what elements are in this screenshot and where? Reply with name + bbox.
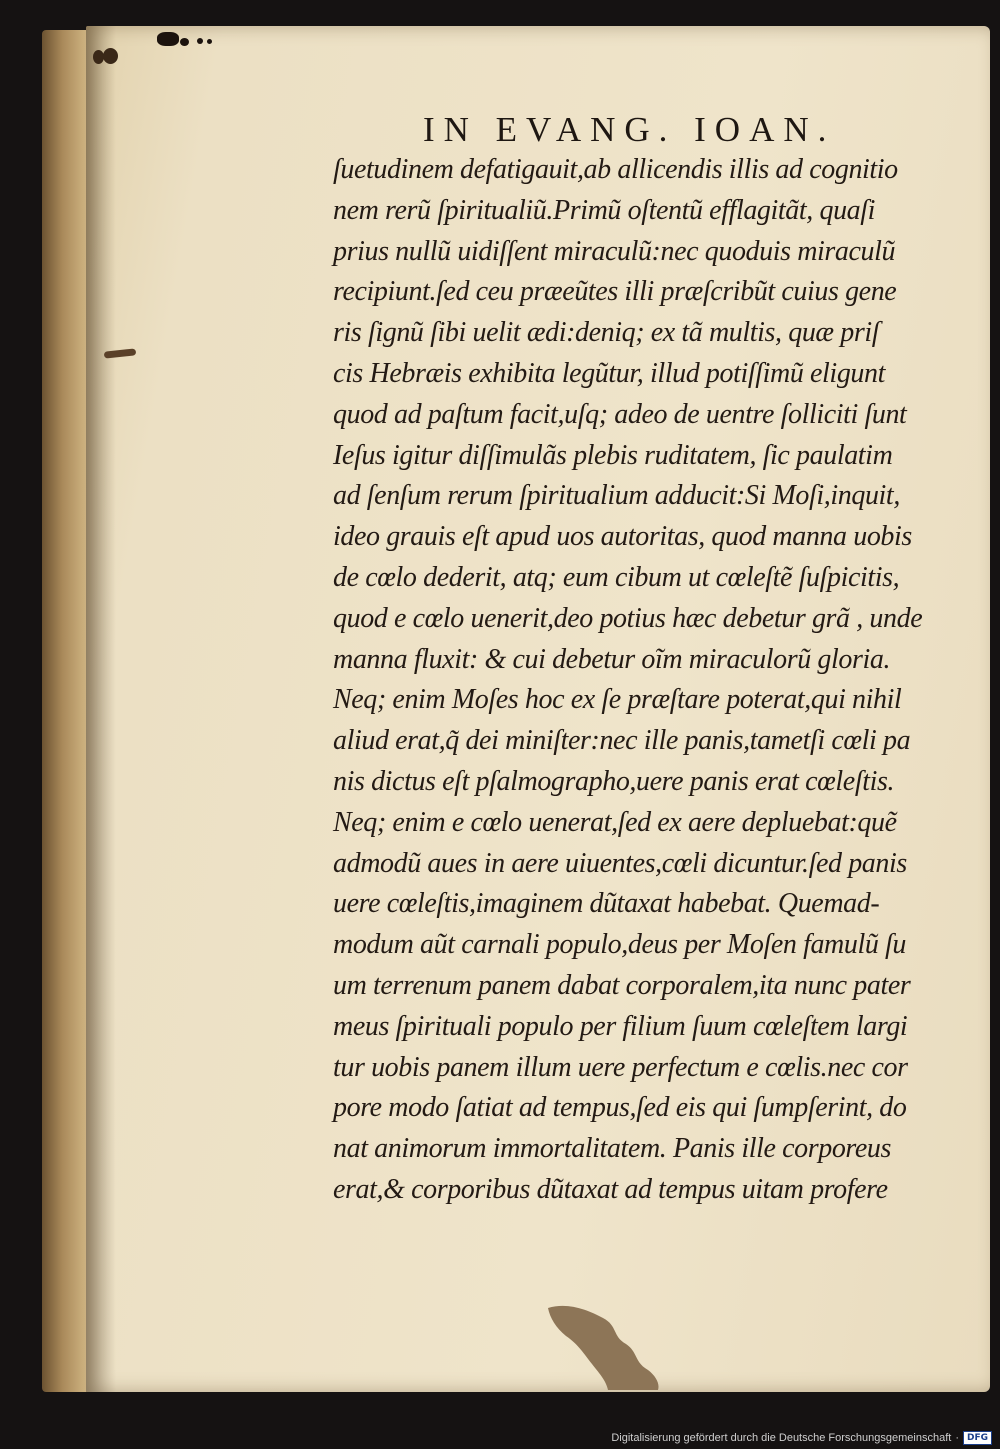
text-line: aliud erat,q̃ dei miniſter:nec ille panis,tametſi cœli pa xyxy=(333,725,911,757)
text-line: Ieſus igitur diſſimulãs plebis ruditatem, ſic paulatim xyxy=(333,439,893,471)
text-line: recipiunt.ſed ceu præeũtes illi præſcribũt cuius gene xyxy=(333,276,897,308)
text-line: pore modo ſatiat ad tempus,ſed eis qui ſumpſerint, do xyxy=(333,1092,907,1124)
text-line: prius nullũ uidiſſent miraculũ:nec quoduis miraculũ xyxy=(333,235,896,267)
funding-credit-text: Digitalisierung gefördert durch die Deutsche Forschungsgemeinschaft xyxy=(611,1432,952,1444)
text-line: de cœlo dederit, atq; eum cibum ut cœleſtẽ ſuſpicitis, xyxy=(333,561,900,593)
ink-blot-mark xyxy=(157,32,179,46)
running-head: IN EVANG. IOAN. xyxy=(423,110,836,149)
ink-blot-mark xyxy=(103,48,118,64)
text-line: ideo grauis eſt apud uos autoritas, quod manna uobis xyxy=(333,521,912,553)
funding-credit xyxy=(611,1431,992,1445)
ink-blot-mark xyxy=(207,39,212,44)
text-line: uere cœleſtis,imaginem dũtaxat habebat. Quemad- xyxy=(333,888,880,920)
text-line: ad ſenſum rerum ſpiritualium adducit:Si Moſi,inquit, xyxy=(333,480,900,512)
text-line: ſuetudinem defatigauit,ab allicendis illis ad cognitio xyxy=(333,154,898,185)
text-line: Neq; enim e cœlo uenerat,ſed ex aere depluebat:quẽ xyxy=(333,806,897,838)
text-line: tur uobis panem illum uere perfectum e cœlis.nec cor xyxy=(333,1051,908,1083)
text-line: ris ſignũ ſibi uelit ædi:deniq; ex tã multis, quæ priſ xyxy=(333,317,880,349)
text-line: admodũ aues in aere uiuentes,cœli dicuntur.ſed panis xyxy=(333,847,907,879)
text-line: manna fluxit: & cui debetur oĩm miraculorũ gloria. xyxy=(333,643,891,675)
text-line: erat,& corporibus dũtaxat ad tempus uitam profere xyxy=(333,1173,888,1205)
text-line: nem rerũ ſpiritualiũ.Primũ oſtentũ efflagitãt, quaſi xyxy=(333,194,876,226)
text-line: meus ſpirituali populo per filium ſuum cœleſtem largi xyxy=(333,1010,908,1042)
text-line: nat animorum immortalitatem. Panis ille corporeus xyxy=(333,1133,892,1165)
separator: · xyxy=(955,1432,959,1444)
spine-shadow xyxy=(86,26,116,1392)
text-line: modum aũt carnali populo,deus per Moſen famulũ ſu xyxy=(333,929,907,961)
text-line: um terrenum panem dabat corporalem,ita nunc pater xyxy=(333,969,911,1001)
page-damage-tear xyxy=(548,1300,660,1390)
text-line: nis dictus eſt pſalmographo,uere panis erat cœleſtis. xyxy=(333,765,895,797)
ink-blot-mark xyxy=(180,38,189,46)
dfg-logo-icon: DFG xyxy=(963,1431,992,1445)
text-line: Neq; enim Moſes hoc ex ſe præſtare poterat,qui nihil xyxy=(333,684,902,716)
ink-blot-mark xyxy=(197,38,203,44)
text-line: quod ad paſtum facit,uſq; adeo de uentre ſolliciti ſunt xyxy=(333,398,907,430)
text-line: quod e cœlo uenerit,deo potius hæc debetur grã , unde xyxy=(333,602,923,634)
text-line: cis Hebræis exhibita legũtur, illud potiſſimũ eligunt xyxy=(333,357,885,389)
body-text xyxy=(333,150,953,1211)
